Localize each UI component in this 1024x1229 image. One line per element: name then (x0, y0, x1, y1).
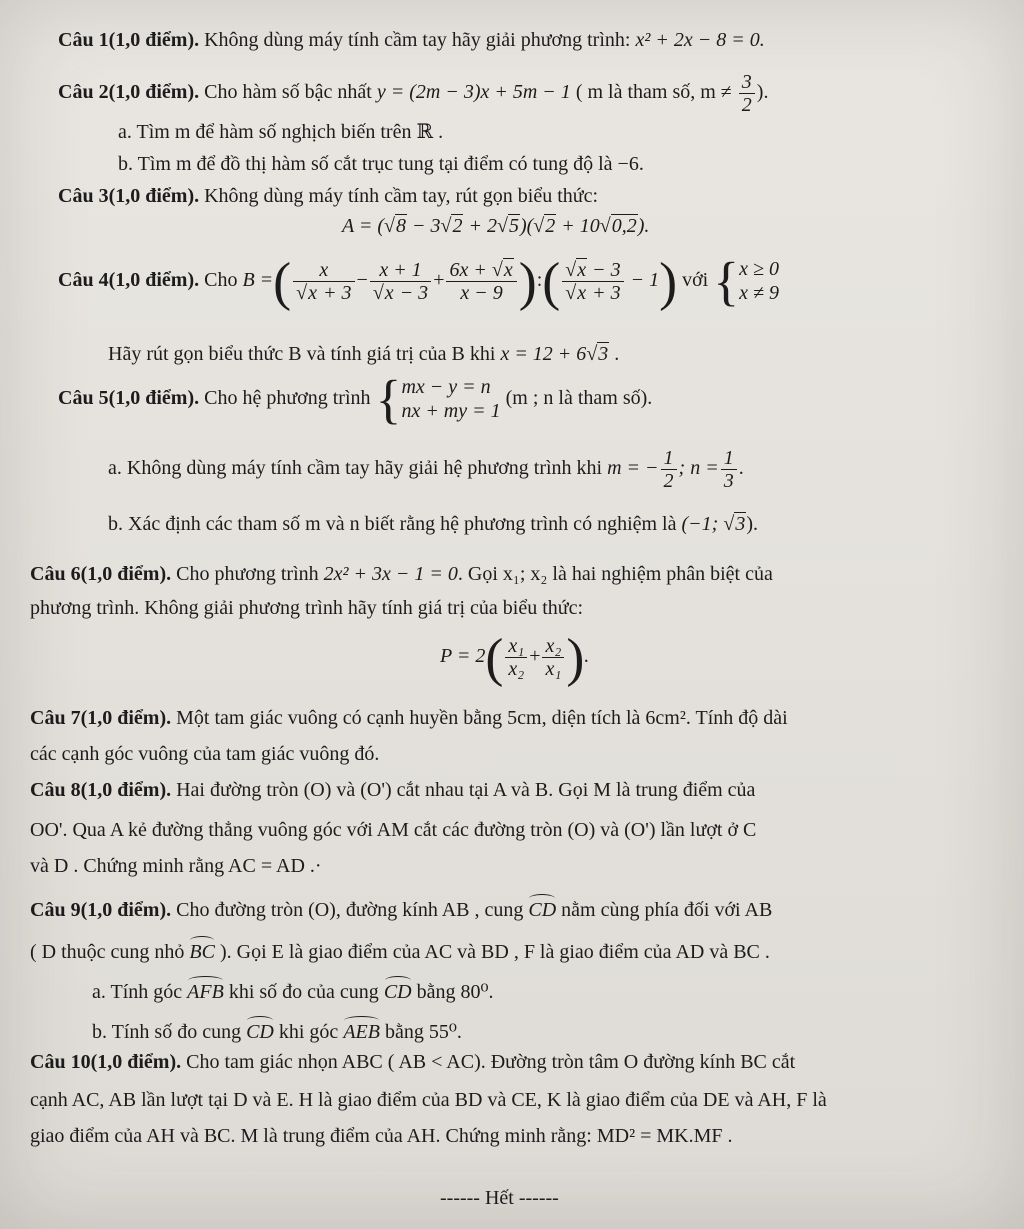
question-10-text: Cho tam giác nhọn ABC ( AB < AC). Đường tròn tâm O đường kính BC cắt (181, 1051, 796, 1073)
question-4-title: Câu 4(1,0 điểm). (58, 269, 200, 291)
part-a-m: m = − (607, 457, 659, 479)
paren-close: ) (566, 627, 585, 688)
part-a-sep: ; n = (678, 457, 719, 479)
part-a-mid: khi số đo của cung (223, 981, 384, 1003)
expr-lhs: A = ( (342, 215, 385, 237)
fraction-denominator: x − 9 (460, 281, 503, 304)
part-b-point: (−1; (681, 513, 724, 535)
question-1-title: Câu 1(1,0 điểm). (58, 29, 200, 51)
sqrt-3: √3 (723, 513, 746, 535)
question-4 (58, 250, 779, 310)
question-2-param-end: ). (756, 81, 769, 103)
sqrt-arg: x (577, 281, 587, 304)
paren-open: ( (273, 251, 292, 312)
p-fraction-2 (542, 635, 564, 680)
b-fraction-1 (293, 259, 354, 304)
question-3-text: Không dùng máy tính cầm tay, rút gọn biểu thức: (199, 185, 599, 207)
fraction-numerator: 1 (661, 447, 677, 470)
num-head: 6x + (449, 258, 492, 281)
subtask-end: . (609, 343, 620, 365)
question-2-text: Cho hàm số bậc nhất (199, 81, 377, 103)
fraction-denominator: x₁ (545, 657, 562, 680)
part-a-start: a. Tính góc (92, 981, 188, 1003)
b-fraction-3 (446, 259, 516, 304)
den-tail: − 3 (394, 281, 429, 304)
condition-2: x ≠ 9 (739, 282, 780, 305)
part-b-text: b. Xác định các tham số m và n biết rằng hệ phương trình có nghiệm là (108, 513, 682, 535)
paren-open: ( (485, 627, 504, 688)
fraction-numerator: x₂ (542, 635, 564, 658)
p-fraction-1 (505, 635, 527, 680)
fraction-third (721, 447, 737, 492)
question-4-text: Cho (199, 269, 243, 291)
with-word: với (677, 269, 714, 291)
fraction-denominator: x₂ (508, 657, 525, 680)
part-b-start: b. Tính số đo cung (92, 1021, 247, 1043)
equation-system (401, 375, 500, 423)
question-2-part-b: b. Tìm m để đồ thị hàm số cắt trục tung tại điểm có tung độ là −6. (118, 153, 644, 175)
question-2-part-a: a. Tìm m để hàm số nghịch biến trên ℝ . (118, 121, 444, 143)
sqrt-arg: x (384, 281, 394, 304)
line-2-a: ( D thuộc cung nhỏ (30, 941, 190, 963)
sqrt-2b: √2 (533, 215, 556, 237)
arc-cd: CD (384, 976, 412, 1004)
paren-open-2: ( (542, 251, 561, 312)
part-b-end: ). (746, 513, 758, 535)
sqrt-8: √8 (384, 215, 406, 237)
den-tail: + 3 (318, 281, 352, 304)
part-b-mid: khi góc (273, 1021, 344, 1043)
divide-sign: : (536, 269, 543, 291)
question-3 (58, 184, 598, 208)
condition-system (739, 257, 779, 305)
fraction-numerator: 1 (721, 447, 737, 470)
question-9 (30, 894, 772, 922)
question-7-text: Một tam giác vuông có cạnh huyền bằng 5cm, diện tích là 6cm². Tính độ dài (171, 707, 788, 729)
sqrt-arg: 8 (396, 215, 406, 237)
question-1 (58, 28, 765, 52)
question-6 (30, 562, 773, 586)
question-6-title: Câu 6(1,0 điểm). (30, 563, 172, 585)
question-10-line-3: giao điểm của AH và BC. M là trung điểm của AH. Chứng minh rằng: MD² = MK.MF . (30, 1125, 733, 1147)
question-6-line-2: phương trình. Không giải phương trình hãy tính giá trị của biểu thức: (30, 597, 584, 619)
sqrt-arg: 3 (598, 343, 609, 365)
sqrt-arg: 3 (735, 513, 746, 535)
question-9-part-b (92, 1016, 462, 1044)
question-5-title: Câu 5(1,0 điểm). (58, 387, 200, 409)
paren-close-2: ) (659, 251, 678, 312)
question-9-text-a: Cho đường tròn (O), đường kính AB , cung (171, 899, 529, 921)
end-footer: ------ Hết ------ (440, 1187, 559, 1209)
fraction-denominator: 3 (723, 469, 734, 492)
question-5-text: Cho hệ phương trình (199, 387, 376, 409)
part-a-end: . (738, 457, 744, 479)
question-2-title: Câu 2(1,0 điểm). (58, 81, 200, 103)
question-9-line-2 (30, 936, 770, 964)
question-5-param: (m ; n là tham số). (500, 387, 653, 409)
expr-term: − 3 (407, 215, 441, 237)
expr-term: + 10 (556, 215, 600, 237)
fraction-denominator: √x + 3 (565, 281, 621, 304)
question-6-equation: 2x² + 3x − 1 = 0 (323, 563, 458, 585)
b-lhs: B = (242, 269, 274, 291)
condition-1: x ≥ 0 (739, 258, 780, 281)
den-tail: + 3 (587, 281, 621, 304)
line-2-b: ). Gọi E là giao điểm của AC và BD , F là giao điểm của AD và BC . (214, 941, 770, 963)
question-1-equation: x² + 2x − 8 = 0. (635, 29, 765, 51)
brace-icon: { (375, 369, 402, 430)
question-2-function: y = (2m − 3)x + 5m − 1 (376, 81, 571, 103)
fraction-numerator: 6x + √x (446, 259, 516, 282)
question-3-title: Câu 3(1,0 điểm). (58, 185, 200, 207)
question-8-line-3: và D . Chứng minh rằng AC = AD .· (30, 855, 322, 877)
fraction-denominator: 2 (663, 469, 674, 492)
plus-sign: + (433, 269, 445, 291)
sqrt-5: √5 (496, 215, 519, 237)
question-7-line-2: các cạnh góc vuông của tam giác vuông đó. (30, 743, 380, 765)
fraction-numerator: x₁ (505, 635, 527, 658)
fraction-half (661, 447, 677, 492)
fraction-denominator: 2 (741, 93, 752, 116)
question-8-text: Hai đường tròn (O) và (O') cắt nhau tại A và B. Gọi M là trung điểm của (171, 779, 756, 801)
system-eq-1: mx − y = n (401, 376, 491, 399)
question-10 (30, 1050, 795, 1074)
question-9-text-b: nằm cùng phía đối với AB (556, 899, 773, 921)
question-3-expression (342, 214, 649, 238)
brace-icon: { (713, 251, 740, 312)
fraction-numerator: 3 (739, 71, 755, 94)
sqrt-arg: x (503, 258, 513, 281)
fraction-numerator: √x − 3 (562, 259, 623, 282)
fraction-denominator: √x − 3 (372, 281, 429, 304)
question-5-part-b (108, 512, 758, 536)
part-a-text: a. Không dùng máy tính cầm tay hãy giải hệ phương trình khi (108, 457, 608, 479)
expr-term: )( (519, 215, 534, 237)
question-6-text-2: . Gọi x₁; x₂ là hai nghiệm phân biệt của (457, 563, 773, 585)
fraction-numerator: x (293, 259, 354, 282)
question-2-param: ( m là tham số, m ≠ (570, 81, 737, 103)
sqrt-arg: 2 (452, 215, 463, 237)
expr-end: ). (637, 215, 650, 237)
num-tail: − 3 (587, 258, 621, 281)
subtask-text: Hãy rút gọn biểu thức B và tính giá trị của B khi (108, 343, 501, 365)
system-eq-2: nx + my = 1 (401, 400, 501, 423)
fraction-denominator: √x + 3 (296, 281, 352, 304)
question-10-line-2: cạnh AC, AB lần lượt tại D và E. H là giao điểm của BD và CE, K là giao điểm của DE và AH, F là (30, 1089, 827, 1111)
angle-aeb: AEB (343, 1016, 380, 1044)
p-end: . (584, 645, 590, 667)
part-b-end: bằng 55⁰. (379, 1021, 462, 1043)
question-4-subtask (108, 342, 619, 366)
sqrt-3: √3 (586, 343, 609, 365)
question-2 (58, 70, 768, 116)
question-6-expression (440, 626, 589, 686)
sqrt-arg: 0,2 (611, 215, 637, 237)
paren-close: ) (518, 251, 537, 312)
question-1-text: Không dùng máy tính cầm tay hãy giải phương trình: (199, 29, 636, 51)
arc-cd: CD (528, 894, 556, 922)
angle-afb: AFB (187, 976, 224, 1004)
arc-cd: CD (246, 1016, 274, 1044)
p-lhs: P = 2 (440, 645, 486, 667)
question-9-title: Câu 9(1,0 điểm). (30, 899, 172, 921)
question-5 (58, 368, 652, 428)
sqrt-2: √2 (440, 215, 463, 237)
question-2-param-fraction (739, 71, 755, 116)
b-fraction-2 (370, 259, 431, 304)
minus-sign: − (356, 269, 368, 291)
question-8-line-2: OO'. Qua A kẻ đường thẳng vuông góc với AM cắt các đường tròn (O) và (O') lần lượt ở C (30, 819, 757, 841)
question-6-text: Cho phương trình (171, 563, 324, 585)
part-a-end: bằng 80⁰. (411, 981, 494, 1003)
sqrt-arg: x (308, 281, 318, 304)
sqrt-arg: 2 (545, 215, 556, 237)
b-tail: − 1 (625, 269, 660, 291)
b-fraction-4 (562, 259, 623, 304)
expr-term: + 2 (463, 215, 497, 237)
question-9-part-a (92, 976, 494, 1004)
subtask-eq: x = 12 + 6 (500, 343, 587, 365)
question-7 (30, 706, 788, 730)
sqrt-arg: x (577, 258, 587, 281)
question-8-title: Câu 8(1,0 điểm). (30, 779, 172, 801)
plus-sign: + (529, 645, 541, 667)
sqrt-0-2: √0,2 (599, 215, 637, 237)
question-8 (30, 778, 755, 802)
arc-bc: BC (189, 936, 215, 964)
question-7-title: Câu 7(1,0 điểm). (30, 707, 172, 729)
question-10-title: Câu 10(1,0 điểm). (30, 1051, 182, 1073)
fraction-numerator: x + 1 (370, 259, 431, 282)
sqrt-arg: 5 (508, 215, 519, 237)
question-5-part-a (108, 446, 744, 492)
